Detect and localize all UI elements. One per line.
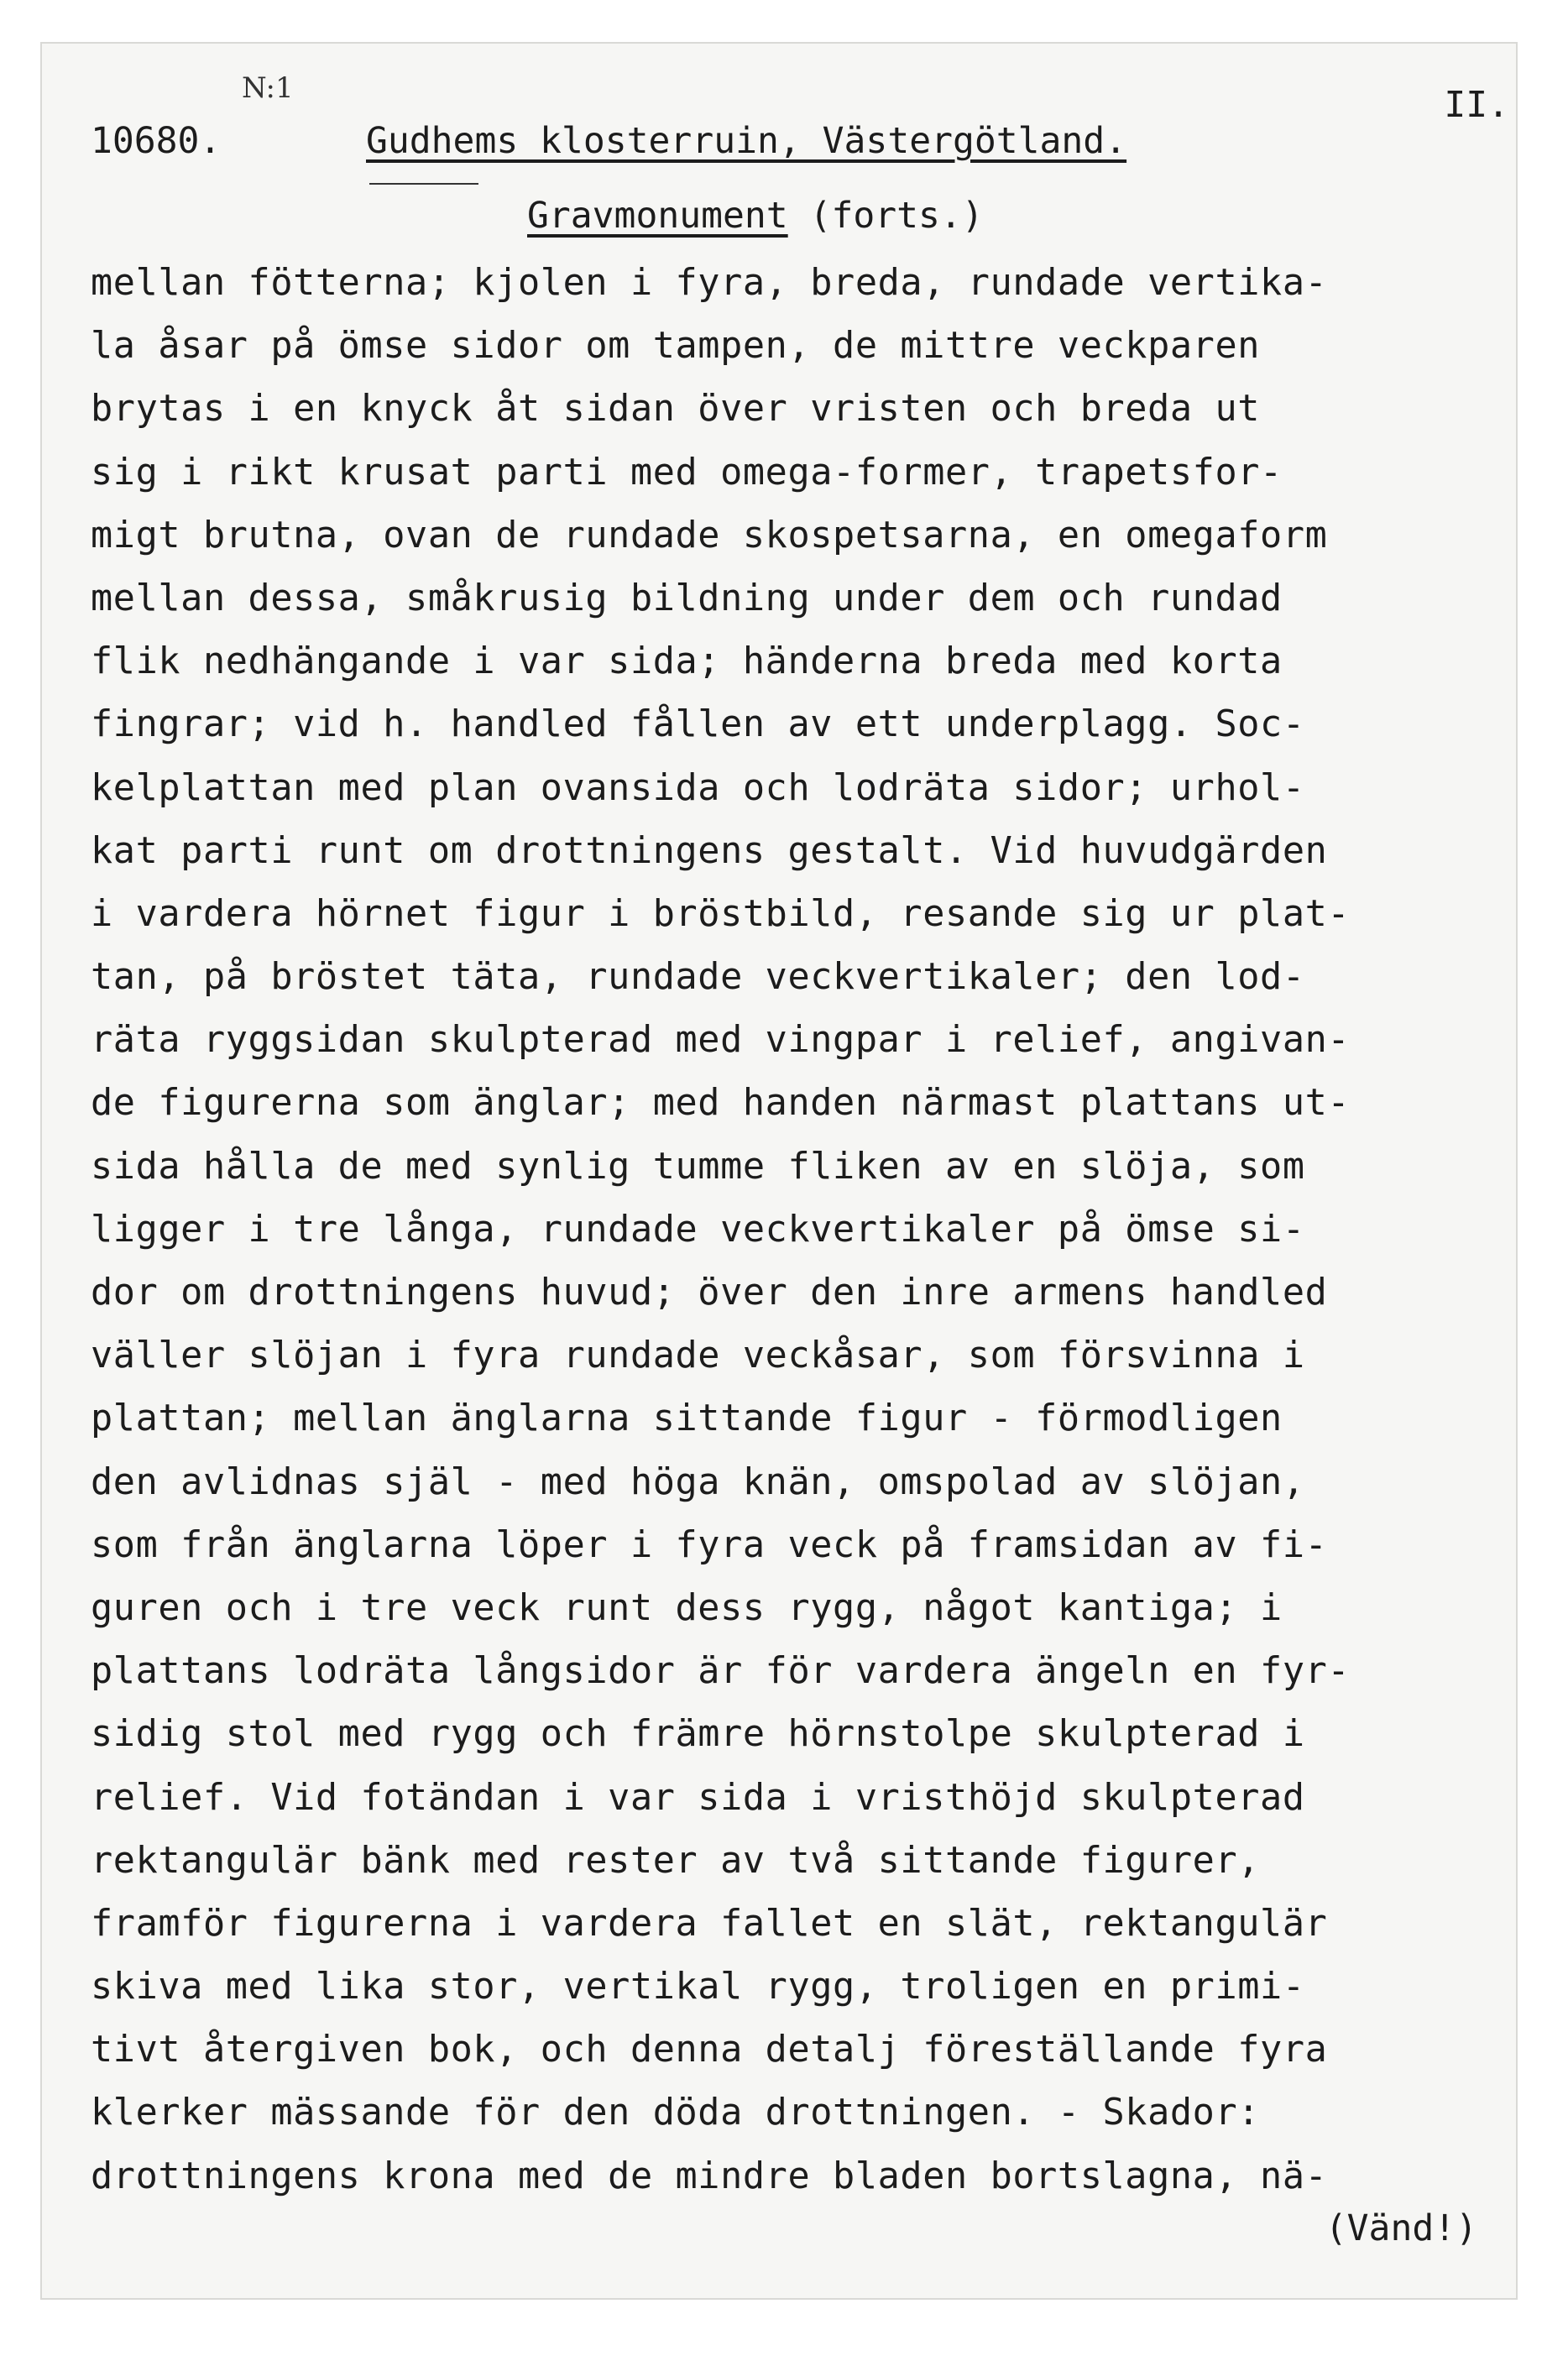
body-line: guren och i tre veck runt dess rygg, något kantiga; i [91, 1586, 1283, 1629]
body-line: sidig stol med rygg och främre hörnstolpe skulpterad i [91, 1713, 1305, 1756]
body-line: framför figurerna i vardera fallet en slät, rektangulär [91, 1902, 1328, 1945]
handwritten-note: N:1 [242, 71, 294, 105]
body-line: mellan fötterna; kjolen i fyra, breda, rundade vertika- [91, 262, 1328, 304]
body-line: sig i rikt krusat parti med omega-former, trapetsfor- [91, 451, 1283, 494]
subtitle-suffix: (forts.) [787, 195, 984, 237]
body-line: fingrar; vid h. handled fållen av ett underplagg. Soc- [91, 703, 1305, 746]
body-text [91, 252, 1518, 2208]
body-line: i vardera hörnet figur i bröstbild, resande sig ur plat- [91, 892, 1351, 935]
catalog-number: 10680. [91, 120, 222, 162]
body-line: klerker mässande för den döda drottningen. - Skador: [91, 2092, 1261, 2134]
body-line: la åsar på ömse sidor om tampen, de mittre veckparen [91, 325, 1261, 368]
body-line: dor om drottningens huvud; över den inre armens handled [91, 1272, 1328, 1314]
body-line: de figurerna som änglar; med handen närmast plattans ut- [91, 1082, 1351, 1125]
body-line: kelplattan med plan ovansida och lodräta sidor; urhol- [91, 766, 1305, 809]
card-title: Gudhems klosterruin, Västergötland. [366, 120, 1127, 162]
body-line: migt brutna, ovan de rundade skospetsarna, en omegaform [91, 514, 1328, 556]
title-rule [369, 183, 478, 185]
body-line: skiva med lika stor, vertikal rygg, troligen en primi- [91, 1966, 1305, 2008]
body-line: den avlidnas själ - med höga knän, omspolad av slöjan, [91, 1460, 1305, 1503]
body-line: plattan; mellan änglarna sittande figur - förmodligen [91, 1397, 1283, 1440]
body-line: kat parti runt om drottningens gestalt. Vid huvudgärden [91, 829, 1328, 872]
body-line: relief. Vid fotändan i var sida i vristhöjd skulpterad [91, 1776, 1305, 1819]
page-number: II. [1444, 84, 1509, 126]
section-subtitle [527, 195, 984, 237]
body-line: räta ryggsidan skulpterad med vingpar i relief, angivan- [91, 1019, 1351, 1062]
body-line: ligger i tre långa, rundade veckvertikaler på ömse si- [91, 1208, 1305, 1251]
body-line: som från änglarna löper i fyra veck på framsidan av fi- [91, 1523, 1328, 1566]
subtitle-text: Gravmonument [527, 195, 788, 237]
body-line: tivt återgiven bok, och denna detalj föreställande fyra [91, 2029, 1328, 2071]
turn-over-note: (Vänd!) [1325, 2207, 1477, 2249]
body-line: tan, på bröstet täta, rundade veckvertikaler; den lod- [91, 956, 1305, 999]
body-line: väller slöjan i fyra rundade veckåsar, som försvinna i [91, 1335, 1305, 1377]
card-header [91, 120, 1518, 170]
body-line: rektangulär bänk med rester av två sittande figurer, [91, 1839, 1261, 1882]
body-line: brytas i en knyck åt sidan över vristen och breda ut [91, 388, 1261, 431]
body-line: flik nedhängande i var sida; händerna breda med korta [91, 640, 1283, 683]
body-line: drottningens krona med de mindre bladen bortslagna, nä- [91, 2155, 1328, 2197]
body-line: sida hålla de med synlig tumme fliken av en slöja, som [91, 1145, 1305, 1188]
body-line: plattans lodräta långsidor är för vardera ängeln en fyr- [91, 1650, 1351, 1693]
body-line: mellan dessa, småkrusig bildning under dem och rundad [91, 577, 1283, 619]
